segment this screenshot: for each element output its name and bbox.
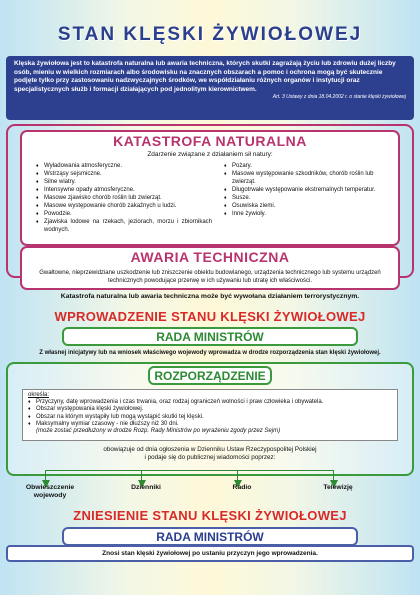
publication-text [0,446,420,462]
distribution-line [46,470,334,471]
list-item: ♦ Powodzie. [36,210,212,218]
media-item-journals: Dzienniki [131,484,161,491]
definition-text: Klęska żywiołowa jest to katastrofa naturalna lub awaria techniczna, których skutki zagrażają życiu lub zdrowiu dużej liczby osób, mieniu w wielkich rozmiarach albo środowisku na znacznych obszarach a pomoc i ochrona mogą być skutecznie podjęte tylko przy zastosowaniu nadzwyczajnych środków, we współdziałaniu różnych organów i instytucji oraz specjalistycznych służb i formacji działających pod jednolitym kierownictwem. [14,60,396,93]
media-item-television: Telewizję [323,484,353,491]
publication-line-2: i podaje się do publicznej wiadomości poprzez: [144,454,276,461]
regulation-title: ROZPORZĄDZENIE [148,366,272,385]
list-item: ♦ Długotrwałe występowanie ekstremalnych temperatur. [224,186,384,194]
definition-source: Art. 3 Ustawy z dnia 18.04.2002 r. o stanie klęski żywiołowej [272,94,406,101]
list-item: ♦ Silne wiatry. [36,178,212,186]
list-item: ♦ Intensywne opady atmosferyczne. [36,186,212,194]
list-item: ♦ Zjawiska lodowe na rzekach, jeziorach, morzu i zbiornikach wodnych. [36,218,212,234]
media-item-radio: Radio [232,484,252,491]
regulation-list [28,399,392,428]
list-item: ♦ Pożary. [224,162,384,170]
natural-disaster-box [20,130,400,246]
list-item: ♦ Obszar występowania klęski żywiołowej. [28,406,392,413]
regulation-details [22,389,398,441]
list-item: ♦ Inne żywioły. [224,210,384,218]
list-item: ♦ Masowe zjawisko chorób roślin lub zwierząt. [36,194,212,202]
list-item: ♦ Susze. [224,194,384,202]
list-item: ♦ Wyładowania atmosferyczne. [36,162,212,170]
cancellation-title: ZNIESIENIE STANU KLĘSKI ŻYWIOŁOWEJ [73,508,347,523]
natural-disaster-subtitle: Zdarzenie związane z działaniem sił natury: [147,151,273,158]
definition-box [6,56,414,120]
list-item: ♦ Wstrząsy sejsmiczne. [36,170,212,178]
council-introduction-text: Z własnej inicjatywy lub na wniosek właściwego wojewody wprowadza w drodze rozporządzenia stan klęski żywiołowej. [39,350,381,356]
list-item: ♦ Masowe występowanie chorób zakaźnych u ludzi. [36,202,212,210]
cancellation-text: Znosi stan klęski żywiołowej po ustaniu przyczyn jego wprowadzenia. [6,545,414,562]
list-item: ♦ Przyczyny, datę wprowadzenia i czas trwania, oraz rodzaj ograniczeń wolności i praw człowieka i obywatela. [28,399,392,406]
council-of-ministers-box: RADA MINISTRÓW [62,327,358,346]
page-title: STAN KLĘSKI ŻYWIOŁOWEJ [57,24,363,45]
regulation-lead: określa: [28,392,50,398]
natural-disaster-list-right [224,162,384,218]
publication-line-1: obowiązuje od dnia ogłoszenia w Dzienniku Ustaw Rzeczypospolitej Polskiej [103,446,317,453]
list-item: ♦ Maksymalny wymiar czasowy - nie dłuższy niż 30 dni. [28,421,392,428]
list-item: ♦ Osuwiska ziemi. [224,202,384,210]
technical-failure-text: Gwałtowne, nieprzewidziane uszkodzenie lub zniszczenie obiektu budowlanego, urządzenia technicznego lub systemu urządzeń technicznych powodujące przerwę w ich używaniu lub utratę ich właściwości. [39,270,381,284]
introduction-title: WPROWADZENIE STANU KLĘSKI ŻYWIOŁOWEJ [54,309,366,324]
natural-disaster-title: KATASTROFA NATURALNA [113,133,307,149]
list-item: ♦ Masowe występowanie szkodników, chorób roślin lub zwierząt. [224,170,384,186]
regulation-note: (może zostać przedłużony w drodze Rozp. Rady Ministrów po wyrażeniu zgody przez Sejm) [36,428,281,435]
technical-failure-box [20,246,400,290]
list-item: ♦ Obszar na którym wystąpiły lub mogą wystąpić skutki tej klęski. [28,414,392,421]
technical-failure-title: AWARIA TECHNICZNA [130,249,290,265]
terror-note: Katastrofa naturalna lub awaria techniczna może być wywołana działaniem terrorystycznym. [60,293,360,300]
media-item-announcement: Obwieszczenie wojewody [25,484,75,499]
council-of-ministers-cancel-box: RADA MINISTRÓW [62,527,358,546]
natural-disaster-list-left [36,162,212,234]
